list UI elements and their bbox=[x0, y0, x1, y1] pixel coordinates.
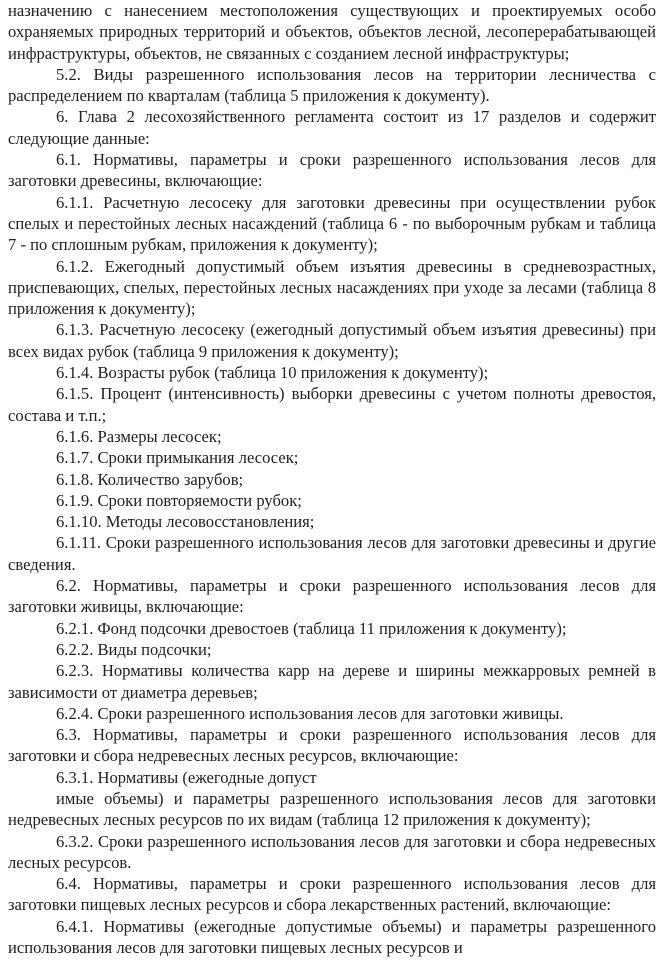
paragraph-6-1-7: 6.1.7. Сроки примыкания лесосек; bbox=[56, 448, 299, 468]
paragraph-intro: назначению с нанесением местоположения существующих и проектируемых особо охраняемых природных территорий и объектов, объектов лесной, лесоперерабатывающей инфраструктуры, объектов, не связанных с созданием лесной инфраструктуры; bbox=[8, 1, 656, 63]
paragraph-6-1-11: 6.1.11. Сроки разрешенного использования лесов для заготовки древесины и другие сведения. bbox=[8, 533, 656, 574]
paragraph-6-3: 6.3. Нормативы, параметры и сроки разрешенного использования лесов для заготовки и сбора недревесных лесных ресурсов, включающие: bbox=[8, 725, 656, 766]
paragraph-6: 6. Глава 2 лесохозяйственного регламента состоит из 17 разделов и содержит следующие данные: bbox=[8, 107, 656, 148]
paragraph-6-1-3: 6.1.3. Расчетную лесосеку (ежегодный допустимый объем изъятия древесины) при всех видах рубок (таблица 9 приложения к документу); bbox=[8, 320, 656, 361]
paragraph-6-2-1: 6.2.1. Фонд подсочки древостоев (таблица 11 приложения к документу); bbox=[56, 618, 567, 638]
paragraph-6-2: 6.2. Нормативы, параметры и сроки разрешенного использования лесов для заготовки живицы, включающие: bbox=[8, 576, 656, 617]
paragraph-6-1-6: 6.1.6. Размеры лесосек; bbox=[56, 426, 222, 446]
paragraph-5-2: 5.2. Виды разрешенного использования лесов на территории лесничества с распределением по кварталам (таблица 5 приложения к документу). bbox=[8, 64, 656, 106]
paragraph-6-1-2: 6.1.2. Ежегодный допустимый объем изъятия древесины в средневозрастных, приспевающих, спелых, перестойных лесных насаждениях при уходе за лесами (таблица 8 приложения к документу); bbox=[8, 256, 656, 319]
paragraph-6-1-10: 6.1.10. Методы лесовосстановления; bbox=[56, 512, 315, 532]
paragraph-6-4-1: 6.4.1. Нормативы (ежегодные допустимые объемы) и параметры разрешенного использования лесов для заготовки пищевых лесных ресурсов и bbox=[8, 916, 656, 958]
paragraph-6-1-1: 6.1.1. Расчетную лесосеку для заготовки древесины при осуществлении рубок спелых и перестойных лесных насаждений (таблица 6 - по выборочным рубкам и таблица 7 - по сплошным рубкам, приложения к документу); bbox=[8, 192, 656, 255]
paragraph-6-4: 6.4. Нормативы, параметры и сроки разрешенного использования лесов для заготовки пищевых лесных ресурсов и сбора лекарственных растений, включающие: bbox=[8, 874, 656, 915]
paragraph-6-1-9: 6.1.9. Сроки повторяемости рубок; bbox=[56, 490, 302, 510]
paragraph-6-2-3: 6.2.3. Нормативы количества карр на дереве и ширины межкарровых ремней в зависимости от диаметра деревьев; bbox=[8, 661, 656, 702]
paragraph-6-3-1-start: 6.3.1. Нормативы (ежегодные допуст bbox=[56, 767, 317, 787]
paragraph-6-2-2: 6.2.2. Виды подсочки; bbox=[56, 639, 212, 659]
paragraph-6-1-8: 6.1.8. Количество зарубов; bbox=[56, 469, 244, 489]
document-page bbox=[8, 0, 656, 958]
paragraph-6-3-2: 6.3.2. Сроки разрешенного использования лесов для заготовки и сбора недревесных лесных ресурсов. bbox=[8, 831, 656, 872]
paragraph-6-2-4: 6.2.4. Сроки разрешенного использования лесов для заготовки живицы. bbox=[56, 703, 564, 723]
paragraph-6-1: 6.1. Нормативы, параметры и сроки разрешенного использования лесов для заготовки древесины, включающие: bbox=[8, 150, 656, 191]
paragraph-6-1-4: 6.1.4. Возрасты рубок (таблица 10 приложения к документу); bbox=[56, 363, 489, 383]
paragraph-6-1-5: 6.1.5. Процент (интенсивность) выборки древесины с учетом полноты древостоя, состава и т.п.; bbox=[8, 384, 656, 425]
paragraph-6-3-1-continued: имые объемы) и параметры разрешенного использования лесов для заготовки недревесных лесных ресурсов по их видам (таблица 12 приложения к документу); bbox=[8, 788, 656, 830]
